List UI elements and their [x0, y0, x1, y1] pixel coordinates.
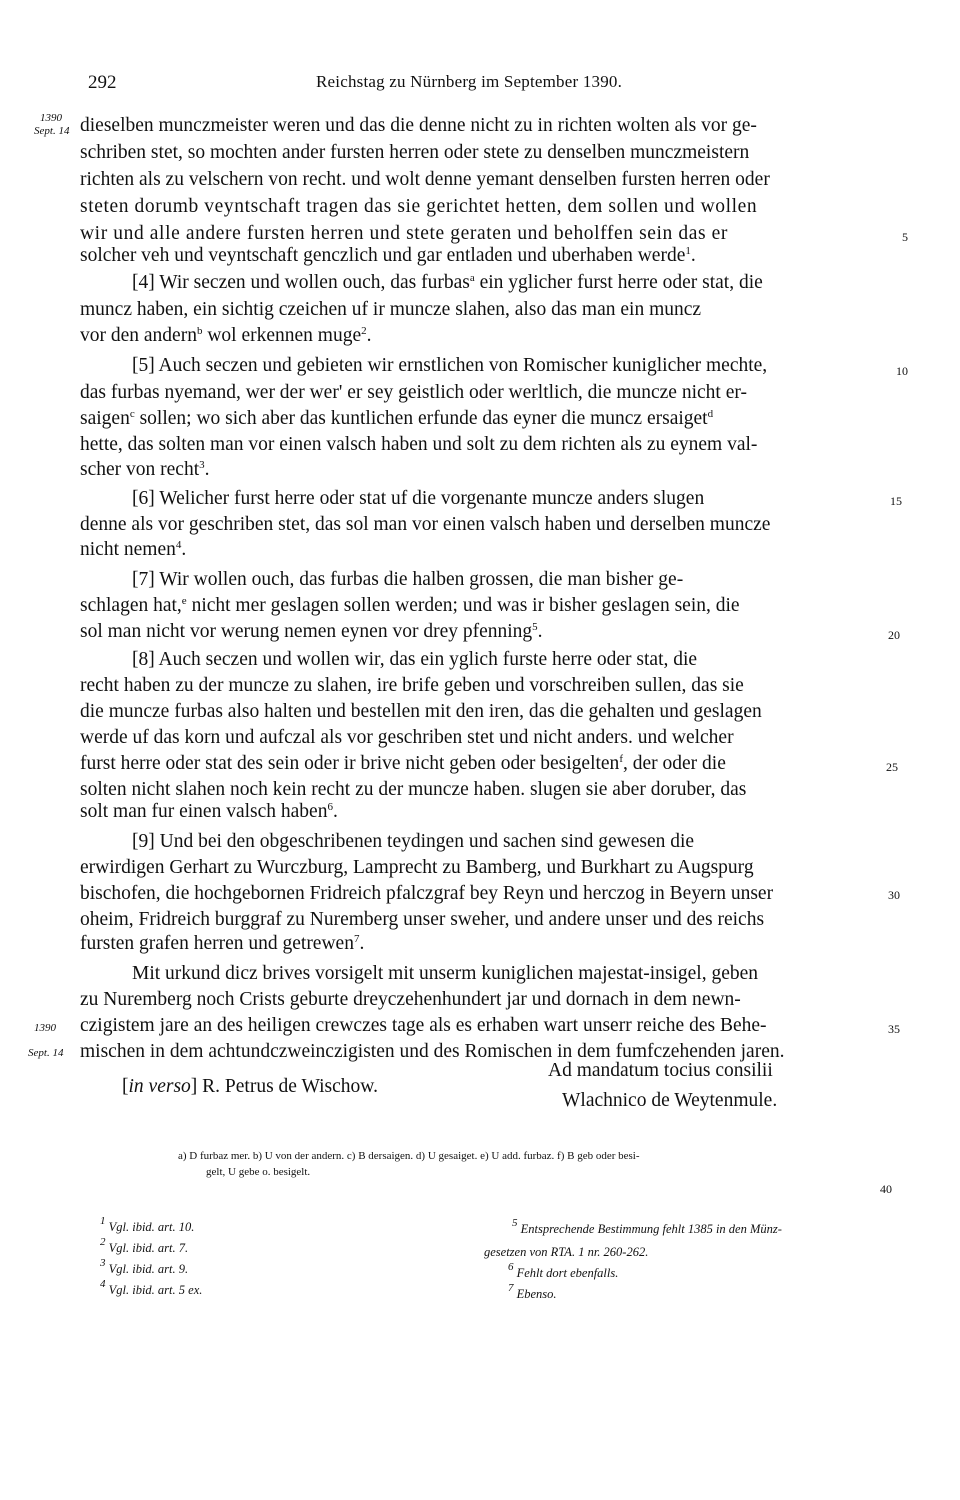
- footnote-text: Entsprechende Bestimmung fehlt 1385 in den Münz-: [520, 1222, 782, 1236]
- line-number: 20: [888, 628, 900, 642]
- text-line: Mit urkund dicz brives vorsigelt mit unserm kuniglichen majestat-insigel, geben: [132, 963, 759, 984]
- text-span: nicht mer geslagen sollen werden; und was ir bisher geslagen sein, die: [191, 595, 740, 616]
- footnote-item: [484, 1245, 648, 1260]
- text-span: fursten grafen herren und getrewen: [80, 933, 354, 954]
- margin-date-day: Sept. 14: [28, 1047, 64, 1059]
- footnote-number: 1: [100, 1215, 106, 1227]
- text-span: sol man nicht vor werung nemen eynen vor drey pfenning: [80, 621, 533, 642]
- footnote-number: 7: [508, 1282, 514, 1294]
- footnote-item: [100, 1236, 189, 1256]
- variant-ref: b: [196, 325, 203, 337]
- verso-name: R. Petrus de Wischow.: [202, 1076, 378, 1097]
- text-span: ein yglicher furst herre oder stat, die: [479, 272, 763, 293]
- footnote-text: gesetzen von RTA. 1 nr. 260-262.: [484, 1245, 649, 1259]
- margin-date-year: 1390: [40, 112, 62, 124]
- line-number: 5: [902, 230, 908, 244]
- footnote-number: 4: [100, 1278, 106, 1290]
- text-line: [80, 752, 726, 776]
- text-span: nicht nemen: [80, 539, 176, 560]
- variant-ref: e: [181, 595, 187, 607]
- text-line: wir und alle andere fursten herren und stete geraten und beholffen sein das er: [80, 223, 728, 244]
- margin-date-bottom: [28, 1022, 63, 1060]
- text-line: das furbas nyemand, wer der wer' er sey geistlich oder werltlich, die muncze nicht er-: [80, 382, 747, 403]
- text-line: [132, 271, 763, 295]
- text-span: , der oder die: [622, 753, 726, 774]
- text-line: oheim, Fridreich burggraf zu Nuremberg unser sweher, und andere unser und des reichs: [80, 909, 765, 930]
- variant-notes-line: gelt, U gebe o. besigelt.: [206, 1166, 311, 1178]
- text-line: schriben stet, so mochten ander fursten herren oder stete zu denselben munczmeistern: [80, 142, 750, 163]
- text-line: werde uf das korn und aufczal als vor geschriben stet und nicht anders. und welcher: [80, 727, 734, 748]
- text-line: fursten grafen herren und getrewen$^7$.: [80, 933, 365, 954]
- line-number: 40: [880, 1182, 892, 1196]
- variant-ref: c: [129, 408, 135, 420]
- footnote-item: [100, 1257, 189, 1277]
- text-span: saigen: [80, 408, 130, 429]
- line-number: 30: [888, 888, 900, 902]
- line-number: 10: [896, 364, 908, 378]
- text-span: furst herre oder stat des sein oder ir brive nicht geben oder besigelten: [80, 753, 620, 774]
- footnote-number: 5: [512, 1217, 518, 1229]
- footnote-text: Vgl. ibid. art. 5 ex.: [108, 1283, 203, 1297]
- text-span: schlagen hat,: [80, 595, 182, 616]
- text-span: wol erkennen muge: [207, 325, 362, 346]
- margin-date-day: Sept. 14: [34, 125, 70, 137]
- mandate-line-1: Ad mandatum tocius consilii: [548, 1060, 773, 1081]
- running-title: Reichstag zu Nürnberg im September 1390.: [316, 72, 623, 91]
- footnote-item: [508, 1261, 619, 1281]
- line-number: 25: [886, 760, 898, 774]
- text-line: denne als vor geschriben stet, das sol man vor einen valsch haben und derselben muncze: [80, 514, 771, 535]
- text-span: [4] Wir seczen und wollen ouch, das furbas: [132, 272, 470, 293]
- text-line: scher von recht$^3$.: [80, 459, 210, 480]
- footnote-text: Fehlt dort ebenfalls.: [516, 1266, 619, 1280]
- footnote-text: Vgl. ibid. art. 7.: [108, 1241, 189, 1255]
- page-number: 292: [88, 72, 117, 93]
- line-number: 15: [890, 494, 902, 508]
- text-span: vor den andern: [80, 325, 197, 346]
- text-line: [80, 594, 740, 618]
- footnote-ref: 5: [532, 621, 538, 633]
- footnote-item: [100, 1278, 203, 1298]
- variant-notes-line: a) D furbaz mer. b) U von der andern. c) B dersaigen. d) U gesaiget. e) U add. furbaz. f) B geb oder besi-: [178, 1150, 640, 1162]
- variant-ref: d: [707, 408, 714, 420]
- text-line: [8] Auch seczen und wollen wir, das ein yglich furste herre oder stat, die: [132, 649, 698, 670]
- text-line: [9] Und bei den obgeschribenen teydingen und sachen sind gewesen die: [132, 831, 695, 852]
- text-line: czigistem jare an des heiligen crewczes tage als es erhaben wart unserr reiche des Behe-: [80, 1015, 767, 1036]
- text-line: [80, 407, 713, 431]
- footnote-text: Vgl. ibid. art. 10.: [108, 1220, 195, 1234]
- text-line: recht haben zu der muncze zu slahen, ire brife geben und vorschreiben sullen, das sie: [80, 675, 744, 696]
- text-line: zu Nuremberg noch Crists geburte dreyczehenhundert jar und dornach in dem newn-: [80, 989, 741, 1010]
- text-line: nicht nemen$^4$.: [80, 539, 187, 560]
- footnote-number: 6: [508, 1261, 514, 1273]
- footnote-ref: 7: [353, 933, 360, 945]
- text-span: solt man fur einen valsch haben: [80, 801, 328, 822]
- footnote-item: [100, 1215, 195, 1235]
- text-span: solcher veh und veyntschaft genczlich und gar entladen und uberhaben werde: [80, 245, 686, 266]
- footnote-number: 2: [100, 1236, 106, 1248]
- footnote-text: Ebenso.: [516, 1287, 557, 1301]
- text-line: dieselben munczmeister weren und das die denne nicht zu in richten wolten als vor ge-: [80, 115, 757, 136]
- text-line: hette, das solten man vor einen valsch haben und solt zu dem richten als zu eynem val-: [80, 434, 758, 455]
- text-line: [6] Welicher furst herre oder stat uf die vorgenante muncze anders slugen: [132, 488, 705, 509]
- text-line: mischen in dem achtundczweinczigisten und des Romischen in dem fumfczehenden jaren.: [80, 1041, 785, 1062]
- text-line: [5] Auch seczen und gebieten wir ernstlichen von Romischer kuniglicher mechte,: [132, 355, 768, 376]
- text-line: muncz haben, ein sichtig czeichen uf ir muncze slahen, also das man ein muncz: [80, 299, 702, 320]
- margin-date-year: 1390: [34, 1022, 56, 1034]
- text-line: erwirdigen Gerhart zu Wurczburg, Lamprecht zu Bamberg, und Burkhart zu Augspurg: [80, 857, 754, 878]
- footnote-item: [512, 1217, 782, 1237]
- margin-date-top: [34, 112, 69, 138]
- mandate-line-2: Wlachnico de Weytenmule.: [562, 1090, 778, 1111]
- text-span: scher von recht: [80, 459, 200, 480]
- variant-ref: f: [619, 753, 623, 765]
- footnote-text: Vgl. ibid. art. 9.: [108, 1262, 189, 1276]
- text-line: richten als zu velschern von recht. und wolt denne yemant denselben fursten herren oder: [80, 169, 770, 190]
- footnote-ref: 1: [685, 245, 691, 257]
- footnote-item: [508, 1282, 557, 1302]
- text-line: vor den andern$^b$ wol erkennen muge$^2$.: [80, 325, 372, 346]
- verso-signature: [in verso] R. Petrus de Wischow.: [122, 1076, 378, 1097]
- text-line: solten nicht slahen noch kein recht zu der muncze haben. slugen sie aber doruber, das: [80, 779, 747, 800]
- footnote-ref: 2: [361, 325, 367, 337]
- text-line: bischofen, die hochgebornen Fridreich pfalczgraf bey Reyn und herczog in Beyern unser: [80, 883, 774, 904]
- footnote-ref: 3: [199, 459, 205, 471]
- footnote-ref: 6: [327, 801, 333, 813]
- verso-label: in verso: [128, 1076, 191, 1097]
- footnote-number: 3: [100, 1257, 106, 1269]
- text-line: steten dorumb veyntschaft tragen das sie gerichtet hetten, dem sollen und wollen: [80, 196, 758, 217]
- text-span: sollen; wo sich aber das kuntlichen erfunde das eyner die muncz ersaiget: [139, 408, 708, 429]
- text-line: solcher veh und veyntschaft genczlich und gar entladen und uberhaben werde$^1$.: [80, 245, 696, 266]
- text-line: solt man fur einen valsch haben$^6$.: [80, 801, 338, 822]
- footnote-ref: 4: [175, 539, 182, 551]
- text-line: sol man nicht vor werung nemen eynen vor drey pfenning$^5$.: [80, 621, 543, 642]
- text-line: [7] Wir wollen ouch, das furbas die halben grossen, die man bisher ge-: [132, 569, 684, 590]
- variant-ref: a: [469, 272, 475, 284]
- line-number: 35: [888, 1022, 900, 1036]
- text-line: die muncze furbas also halten und bestellen mit den iren, das die gehalten und geslagen: [80, 701, 762, 722]
